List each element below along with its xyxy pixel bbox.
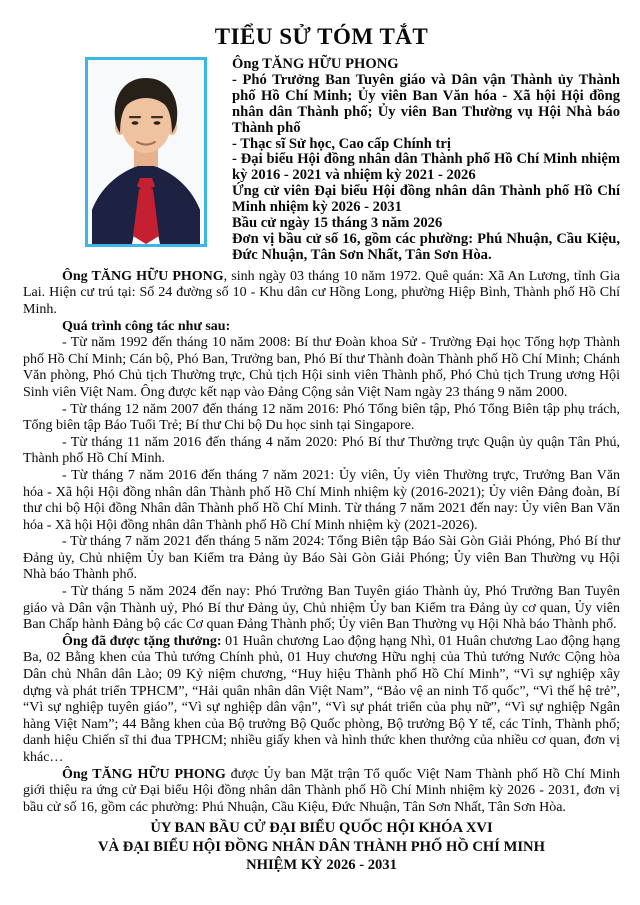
portrait-photo-illustration [88, 60, 204, 244]
career-item: - Từ tháng 12 năm 2007 đến tháng 12 năm 2016: Phó Tổng biên tập, Phó Tổng Biên tập phụ trách, Tổng biên tập Báo Tuổi Trẻ; Bí thư Chi bộ Du học sinh tại Singapore. [23, 401, 620, 434]
footer-line: ỦY BAN BẦU CỬ ĐẠI BIỂU QUỐC HỘI KHÓA XVI [150, 820, 493, 837]
bio-paragraph [23, 269, 620, 319]
profile-lines [232, 73, 620, 264]
profile-line: Đơn vị bầu cử số 16, gồm các phường: Phú Nhuận, Cầu Kiệu, Đức Nhuận, Tân Sơn Nhất, Tân Sơn Hòa. [232, 230, 620, 263]
profile-line: Bầu cử ngày 15 tháng 3 năm 2026 [232, 215, 443, 232]
career-item: - Từ tháng 7 năm 2016 đến tháng 7 năm 2021: Ủy viên, Ủy viên Thường trực, Trưởng Ban Văn hóa - Xã hội Hội đồng nhân dân Thành phố Hồ Chí Minh nhiệm kỳ (2016-2021); Ủy viên Đảng đoàn, Bí thư chi bộ Hội đồng Nhân dân Thành phố Hồ Chí Minh. Từ tháng 7 năm 2021 đến nay: Ủy viên Ban Văn hóa - Xã hội Hội đồng nhân dân Thành phố Hồ Chí Minh nhiệm kỳ (2021-2026). [23, 467, 620, 533]
candidate-name: Ông TĂNG HỮU PHONG [232, 56, 399, 72]
page-title: TIỂU SỬ TÓM TẮT [214, 24, 429, 49]
footer-line: VÀ ĐẠI BIỂU HỘI ĐỒNG NHÂN DÂN THÀNH PHỐ HỒ CHÍ MINH [98, 838, 545, 855]
footer-line: NHIỆM KỲ 2026 - 2031 [246, 857, 397, 874]
nomination-paragraph [23, 767, 620, 817]
profile-line: Ứng cử viên Đại biểu Hội đồng nhân dân Thành phố Hồ Chí Minh nhiệm kỳ 2026 - 2031 [232, 183, 620, 216]
profile-summary [232, 57, 620, 264]
biography-body [23, 269, 620, 817]
election-committee-footer [23, 819, 620, 875]
header-section [23, 57, 620, 264]
nomination-name-bold: Ông TĂNG HỮU PHONG [62, 766, 226, 782]
awards-text: 01 Huân chương Lao động hạng Nhì, 01 Huân chương Lao động hạng Ba, 02 Bằng khen của Thủ tướng Chính phủ, 01 Huy chương Hữu nghị của Thủ tướng Nước Cộng hòa Dân chủ Nhân dân Lào; 09 Kỷ niệm chương, “Huy hiệu Thành phố Hồ Chí Minh”, “Vì sự nghiệp xây dựng và phát triển TPHCM”, “Hải quân nhân dân Việt Nam”, “Bảo vệ an ninh Tổ quốc”, “Vì thế hệ trẻ”, “Vì sự nghiệp tuyên giáo”, “Vì sự nghiệp dân vận”, “Vì sự phát triển của phụ nữ”, “Vì sự nghiệp Ngân hàng Việt Nam”; 44 Bằng khen của Bộ trưởng Bộ Quốc phòng, Bộ trưởng Bộ Y tế, các Tỉnh, Thành phố; danh hiệu Chiến sĩ thi đua TPHCM; nhiều giấy khen và hình thức khen thưởng của nhiều cơ quan, đơn vị khác… [23, 633, 620, 765]
footer-lines [23, 819, 620, 875]
career-item: - Từ năm 1992 đến tháng 10 năm 2008: Bí thư Đoàn khoa Sử - Trường Đại học Tổng hợp Thành phố Hồ Chí Minh; Cán bộ, Phó Ban, Trưởng ban, Phó Bí thư Thành đoàn Thành phố Hồ Chí Minh; Chánh Văn phòng, Phó Chủ tịch Thường trực, Chủ tịch Hội sinh viên Thành phố, Phó Chủ tịch Trung ương Hội Sinh viên Việt Nam. Ông được kết nạp vào Đảng Cộng sản Việt Nam ngày 23 tháng 9 năm 2000. [23, 335, 620, 400]
awards-paragraph [23, 634, 620, 767]
profile-line: - Đại biểu Hội đồng nhân dân Thành phố Hồ Chí Minh nhiệm kỳ 2016 - 2021 và nhiệm kỳ 2021 - 2026 [232, 151, 620, 184]
bio-name-bold: Ông TĂNG HỮU PHONG [62, 268, 224, 284]
career-items [23, 335, 620, 634]
profile-line: - Phó Trưởng Ban Tuyên giáo và Dân vận Thành ủy Thành phố Hồ Chí Minh; Ủy viên Ban Văn hóa - Xã hội Hội đồng nhân dân Thành phố; Ủy viên Ban Thường vụ Hội Nhà báo Thành phố [232, 71, 620, 136]
bio-text: , sinh ngày 03 tháng 10 năm 1972. Quê quán: Xã An Lương, tỉnh Gia Lai. Hiện cư trú tại: Số 24 đường số 10 - Khu dân cư Hồng Long, phường Hiệp Bình, Thành phố Hồ Chí Minh. [23, 268, 620, 317]
career-item: - Từ tháng 7 năm 2021 đến tháng 5 năm 2024: Tổng Biên tập Báo Sài Gòn Giải Phóng, Phó Bí thư Đảng ủy, Chủ nhiệm Ủy ban Kiểm tra Đảng ủy Báo Sài Gòn Giải Phóng; Ủy viên Ban Thường vụ Hội Nhà báo Thành phố. [23, 534, 620, 583]
career-heading: Quá trình công tác như sau: [62, 318, 231, 334]
career-item: - Từ tháng 5 năm 2024 đến nay: Phó Trưởng Ban Tuyên giáo Thành ủy, Phó Trưởng Ban Tuyên giáo và Dân vận Thành uỷ, Phó Bí thư Đảng ủy, Chủ nhiệm Ủy ban Kiểm tra Đảng ủy cơ quan, Ủy viên Ban Chấp hành Đảng bộ các Cơ quan Đảng Thành phố; Ủy viên Ban Thường vụ Hội Nhà báo Thành phố. [23, 584, 620, 633]
awards-lead-bold: Ông đã được tặng thưởng: [62, 633, 222, 649]
profile-line: - Thạc sĩ Sử học, Cao cấp Chính trị [232, 135, 451, 152]
nomination-text: được Ủy ban Mặt trận Tổ quốc Việt Nam Thành phố Hồ Chí Minh giới thiệu ra ứng cử Đại biểu Hội đồng nhân dân Thành phố Hồ Chí Minh nhiệm kỳ 2026 - 2031, đơn vị bầu cử số 16, gồm các phường: Phú Nhuận, Cầu Kiệu, Đức Nhuận, Tân Sơn Nhất, Tân Sơn Hòa. [23, 766, 620, 815]
candidate-photo [85, 57, 207, 247]
career-item: - Từ tháng 11 năm 2016 đến tháng 4 năm 2020: Phó Bí thư Thường trực Quận ủy quận Tân Phú, Thành phố Hồ Chí Minh. [23, 434, 620, 467]
